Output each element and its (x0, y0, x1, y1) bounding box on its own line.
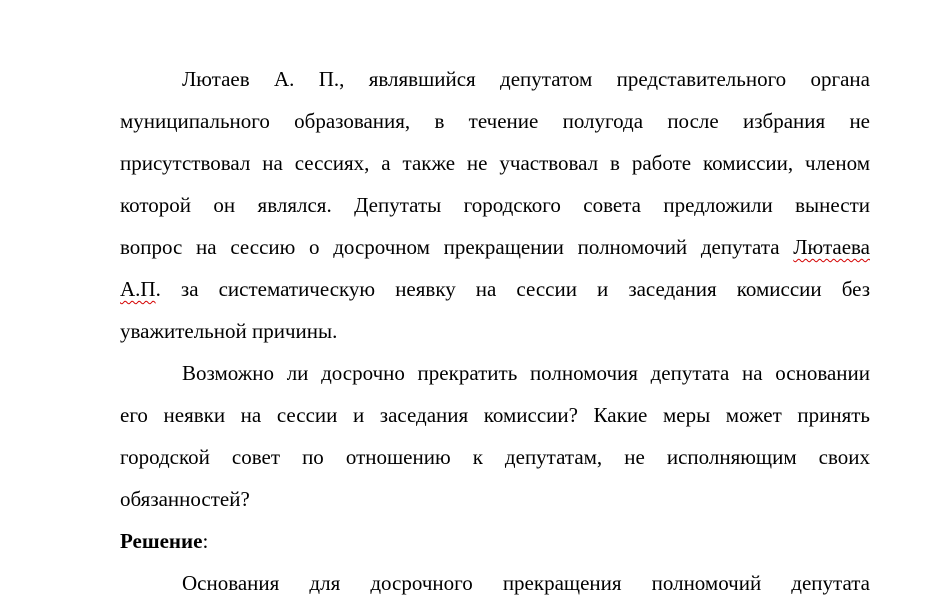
spellcheck-flagged-word[interactable]: Лютаева (793, 235, 870, 259)
text-line: которой он являлся. Депутаты городского совета предложили вынести (120, 193, 870, 217)
solution-heading (58, 520, 870, 562)
solution-heading-colon: : (202, 529, 209, 553)
text-line: его неявки на сессии и заседания комиссии? Какие меры может принять (120, 403, 870, 427)
text-line: уважительной причины. (120, 319, 338, 343)
text-fragment: вопрос на сессию о досрочном прекращении полномочий депутата (120, 235, 794, 259)
question-paragraph (58, 352, 870, 520)
text-line: присутствовал на сессиях, а также не участвовал в работе комиссии, членом (120, 151, 870, 175)
text-line (58, 268, 870, 310)
solution-heading-label: Решение (120, 529, 203, 553)
text-line: обязанностей? (120, 487, 250, 511)
text-line: муниципального образования, в течение полугода после избрания не (120, 109, 870, 133)
spellcheck-flagged-word[interactable]: А.П (120, 277, 156, 301)
solution-paragraph (58, 562, 870, 604)
text-line: Возможно ли досрочно прекратить полномочия депутата на основании (182, 361, 870, 385)
text-line: городской совет по отношению к депутатам, не исполняющим своих (120, 445, 870, 469)
document-page (58, 58, 870, 604)
text-line (58, 226, 870, 268)
case-paragraph (58, 58, 870, 352)
text-fragment: . за систематическую неявку на сессии и заседания комиссии без (155, 277, 870, 301)
text-line: Лютаев А. П., являвшийся депутатом представительного органа (182, 67, 870, 91)
text-line: Основания для досрочного прекращения полномочий депутата (182, 571, 870, 595)
